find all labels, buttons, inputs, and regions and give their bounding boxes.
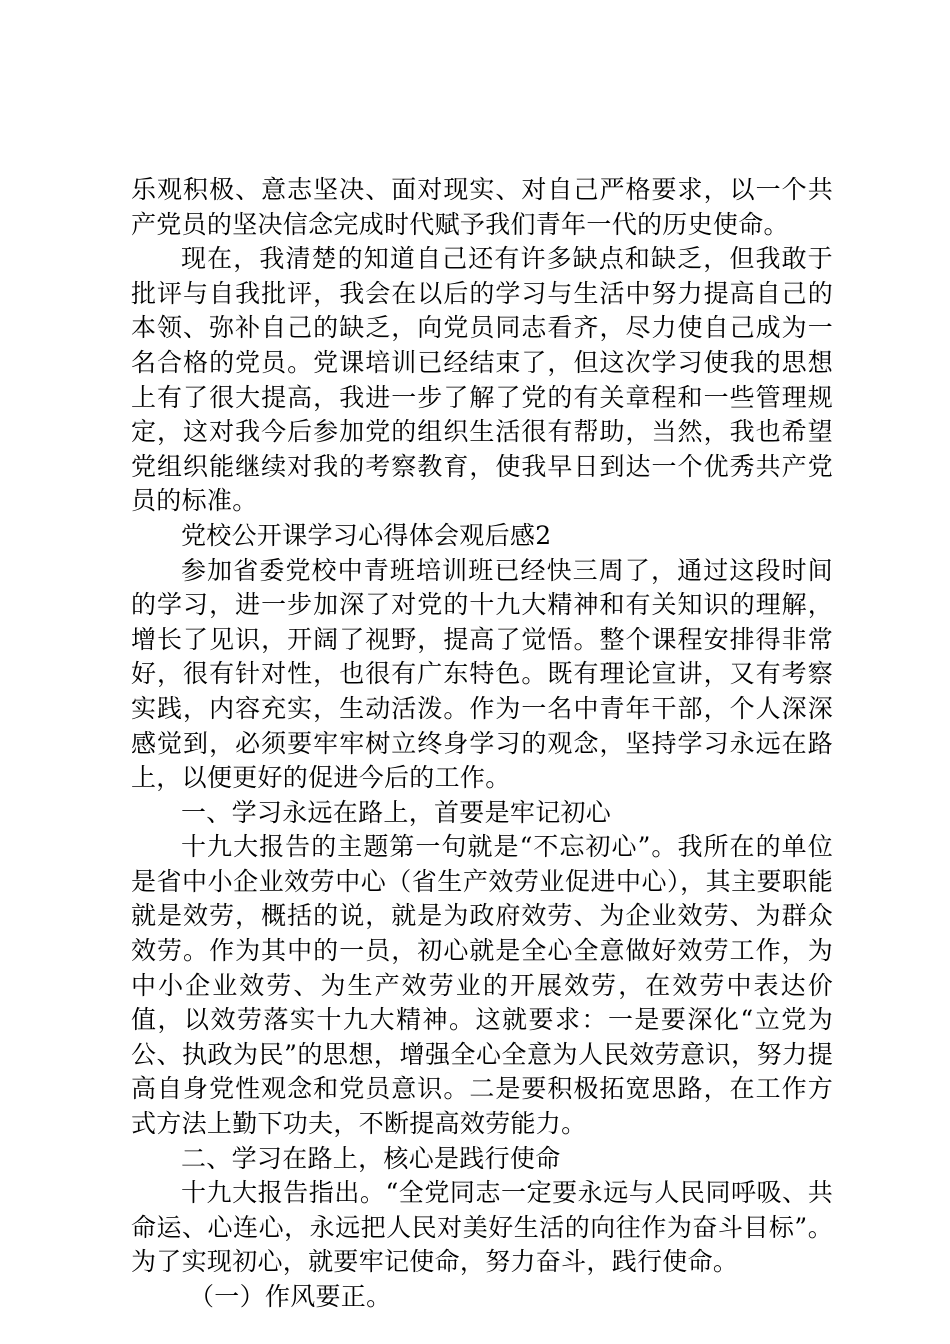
section-title: 党校公开课学习心得体会观后感2: [181, 520, 552, 550]
paragraph-1: 乐观积极、意志坚决、面对现实、对自己严格要求，以一个共产党员的坚决信念完成时代赋予我们青年一代的历史使命。: [131, 175, 833, 239]
paragraph-2: 现在，我清楚的知道自己还有许多缺点和缺乏，但我敢于批评与自我批评，我会在以后的学习与生活中努力提高自己的本领、弥补自己的缺乏，向党员同志看齐，尽力使自己成为一名合格的党员。党课培训已经结束了，但这次学习使我的思想上有了很大提高，我进一步了解了党的有关章程和一些管理规定，这对我今后参加党的组织生活很有帮助，当然，我也希望党组织能继续对我的考察教育，使我早日到达一个优秀共产党员的标准。: [131, 244, 833, 516]
paragraph-4: 十九大报告的主题第一句就是“不忘初心”。我所在的单位是省中小企业效劳中心（省生产效劳业促进中心），其主要职能就是效劳，概括的说，就是为政府效劳、为企业效劳、为群众效劳。作为其中的一员，初心就是全心全意做好效劳工作，为中小企业效劳、为生产效劳业的开展效劳，在效劳中表达价值，以效劳落实十九大精神。这就要求：一是要深化“立党为公、执政为民”的思想，增强全心全意为人民效劳意识，努力提高自身党性观念和党员意识。二是要积极拓宽思路，在工作方式方法上勤下功夫，不断提高效劳能力。: [131, 832, 833, 1139]
heading-one: 一、学习永远在路上，首要是牢记初心: [181, 797, 612, 827]
paragraph-5: 十九大报告指出。“全党同志一定要永远与人民同呼吸、共命运、心连心，永远把人民对美好生活的向往作为奋斗目标”。为了实现初心，就要牢记使命，努力奋斗，践行使命。: [131, 1178, 833, 1277]
paragraph-3: 参加省委党校中青班培训班已经快三周了，通过这段时间的学习，进一步加深了对党的十九大精神和有关知识的理解，增长了见识，开阔了视野，提高了觉悟。整个课程安排得非常好，很有针对性，也很有广东特色。既有理论宣讲，又有考察实践，内容充实，生动活泼。作为一名中青年干部，个人深深感觉到，必须要牢牢树立终身学习的观念，坚持学习永远在路上，以便更好的促进今后的工作。: [131, 555, 833, 793]
heading-two: 二、学习在路上，核心是践行使命: [181, 1143, 561, 1173]
subheading-one: （一）作风要正。: [189, 1282, 392, 1311]
document-body: [131, 173, 833, 1315]
